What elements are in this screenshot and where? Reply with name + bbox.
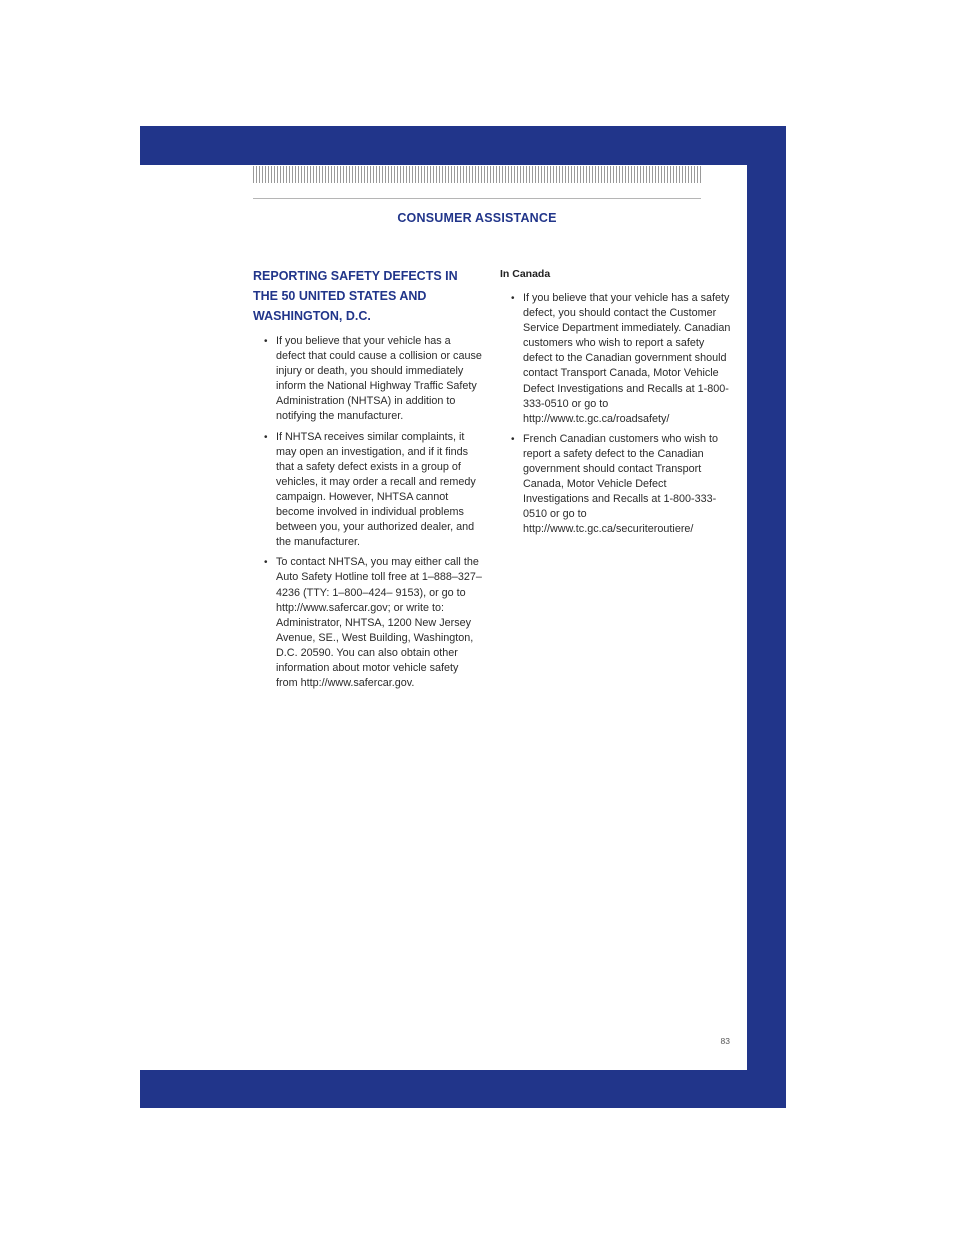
list-item-text: French Canadian customers who wish to report a safety defect to the Canadian government should contact Transport Canada, Motor Vehicle Defect Investigations and Recalls at 1-800-333-0510 or go to http://www.tc.gc.ca/securiteroutiere/ bbox=[523, 432, 719, 536]
page-number: 83 bbox=[720, 1036, 730, 1046]
list-item bbox=[253, 430, 483, 551]
bullet-icon: • bbox=[264, 431, 268, 443]
bullet-icon: • bbox=[264, 336, 268, 347]
bullet-icon: • bbox=[511, 293, 515, 304]
right-column bbox=[500, 266, 732, 543]
bullet-icon: • bbox=[511, 433, 515, 445]
list-item-text: If you believe that your vehicle has a safety defect, you should contact the Customer Service Department immediately. Canadian customers who wish to report a safety defect to the Canadian government should contact Transport Canada, Motor Vehicle Defect Investigations and Recalls at 1-800-333-0510 or go to http://www.tc.gc.ca/roadsafety/ bbox=[523, 292, 731, 425]
decorative-ruler bbox=[253, 166, 703, 183]
list-item bbox=[500, 432, 732, 538]
list-item bbox=[253, 334, 483, 425]
list-item-text: To contact NHTSA, you may either call the Auto Safety Hotline toll free at 1–888–327–4236 (TTY: 1–800–424– 9153), or go to http://www.safercar.gov; or write to: Administrator, NHTSA, 1200 New Jersey Avenue, SE., West Building, Washington, D.C. 20590. You can also obtain other information about motor vehicle safety from http://www.safercar.gov. bbox=[276, 556, 482, 690]
list-item-text: If NHTSA receives similar complaints, it may open an investigation, and if it finds that a safety defect exists in a group of vehicles, it may order a recall and remedy campaign. However, NHTSA cannot become involved in individual problems between you, your authorized dealer, and the manufacturer. bbox=[276, 430, 476, 549]
list-item bbox=[253, 555, 483, 691]
right-bullet-list bbox=[500, 291, 732, 538]
subheading-canada: In Canada bbox=[500, 268, 551, 280]
list-item-text: If you believe that your vehicle has a defect that could cause a collision or cause injury or death, you should immediately inform the National Highway Traffic Safety Administration (NHTSA) in addition to notifying the manufacturer. bbox=[276, 335, 482, 423]
bullet-icon: • bbox=[264, 557, 268, 569]
section-title: CONSUMER ASSISTANCE bbox=[397, 211, 557, 225]
header-divider bbox=[253, 198, 701, 199]
left-column bbox=[253, 266, 483, 696]
section-heading: REPORTING SAFETY DEFECTS IN THE 50 UNITED STATES AND WASHINGTON, D.C. bbox=[253, 269, 458, 323]
list-item bbox=[500, 291, 732, 427]
left-bullet-list bbox=[253, 334, 483, 691]
